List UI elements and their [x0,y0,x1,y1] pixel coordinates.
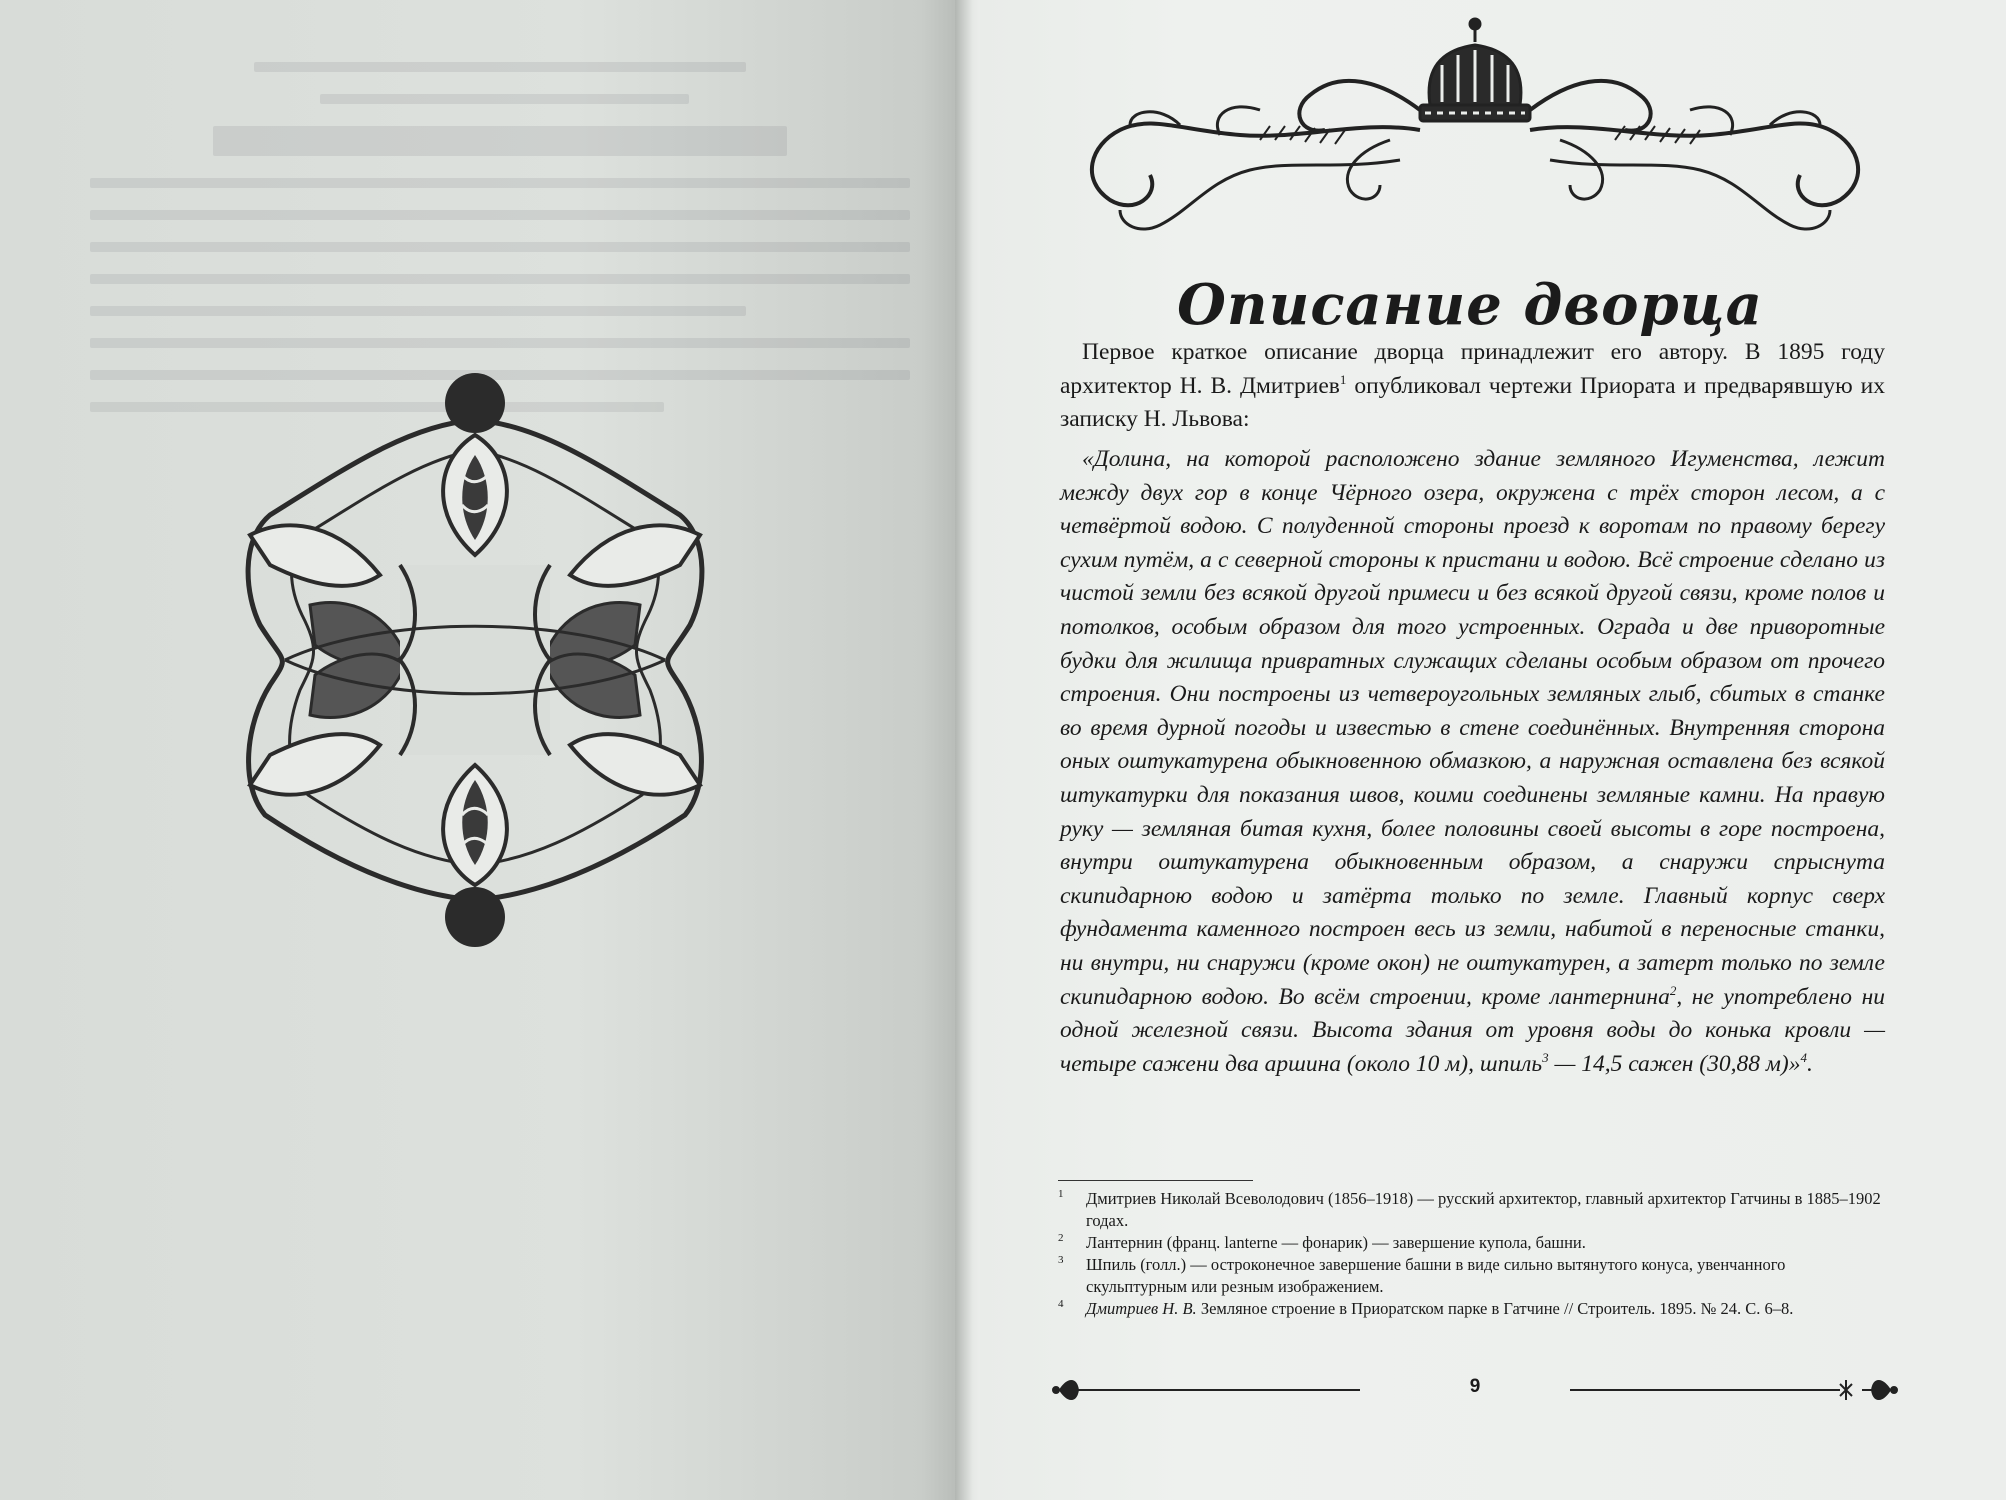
footnote-2: 2 Лантернин (франц. lanterne — фонарик) — завершение купола, башни. [1058,1232,1586,1252]
footnote-1: 1 Дмитриев Николай Всеволодович (1856–1918) — русский архитектор, главный архитектор Гатчины в 1885–1902 годах. [1058,1188,1881,1230]
quote-text-4: . [1806,1050,1813,1077]
footnote-ref-4: 4 [1800,1049,1807,1065]
floral-scroll-frame-icon [230,365,720,955]
footnote-ref-1: 1 [1339,371,1347,387]
intro-paragraph [1060,336,1885,437]
quote-paragraph [1060,443,1885,1081]
footnote-4: 4 Дмитриев Н. В. Земляное строение в Приоратском парке в Гатчине // Строитель. 1895. № 24. С. 6–8. [1058,1298,1794,1318]
quote-text-1: «Долина, на которой расположено здание земляного Игуменства, лежит между двух гор в конце Чёрного озера, окружена с трёх сторон лесом, а с четвёртой водою. С полуденной стороны проезд к воротам по правому берегу сухим путём, а с северной стороны к пристани и водою. Всё строение сделано из чистой земли без всякой другой примеси и без всякой другой связи, кроме полов и потолков, особым образом для того устроенных. Ограда и две приворотные будки для жилища привратных служащих сделаны особым образом от прочего строения. Они построены из четвероугольных земляных глыб, сбитых в станке во время дурной погоды и известью в стене соединённых. Внутренняя сторона оных оштукатурена обыкновенною обмазкою, а наружная оставлена без всякой штукатурки для показания швов, коими соединены земляные камни. На правую руку — земляная битая кухня, более половины своей высоты в горе построена, внутри оштукатурена обыкновенным образом, а снаружи спрыснута скипидарною водою и затёрта только по земле. Главный корпус сверх фундамента каменного построен весь из земли, набитой в переносные станки, ни внутри, ни снаружи (кроме окон) не оштукатурен, а затерт только по земле скипидарною водою. Во всём строении, кроме лантернина [1060,446,1885,1010]
chapter-heading: Описание дворца [1177,272,1763,338]
page-number: 9 [1469,1376,1481,1397]
acanthus-scroll-banner-icon [1060,10,1890,255]
footnote-author: Дмитриев Н. В. [1086,1299,1197,1318]
footnote-ref-3: 3 [1542,1049,1549,1065]
page-folio [1050,1370,1900,1410]
intro-line [1060,336,1885,437]
footnote-divider [1058,1180,1253,1181]
footnote-3: 3 Шпиль (голл.) — остроконечное завершение башни в виде сильно вытянутого конуса, увенчанного скульптурным или резным изображением. [1058,1254,1786,1296]
intro-line-1: Первое краткое описание дворца принадлежит его автору. [1082,339,1729,365]
left-page [0,0,960,1500]
crown-icon [1420,19,1530,121]
quote-text-3: — 14,5 сажен (30,88 м)» [1548,1050,1801,1077]
intro-line-2a: В 1895 году архитектор Н. В. Дмитриев [1060,339,1885,399]
quote-text-2: , не употреблено ни одной железной связи. Высота здания от уровня воды до конька кровли — четыре сажени два аршина (около 10 м), шпиль [1060,983,1885,1077]
intro-line-2b: опубликовал чертежи Приората [1346,372,1676,399]
footnote-ref-2: 2 [1669,982,1677,998]
intro-line-3: и предварявшую их записку Н. Львова: [1060,372,1886,432]
footnotes [1058,1188,1888,1320]
